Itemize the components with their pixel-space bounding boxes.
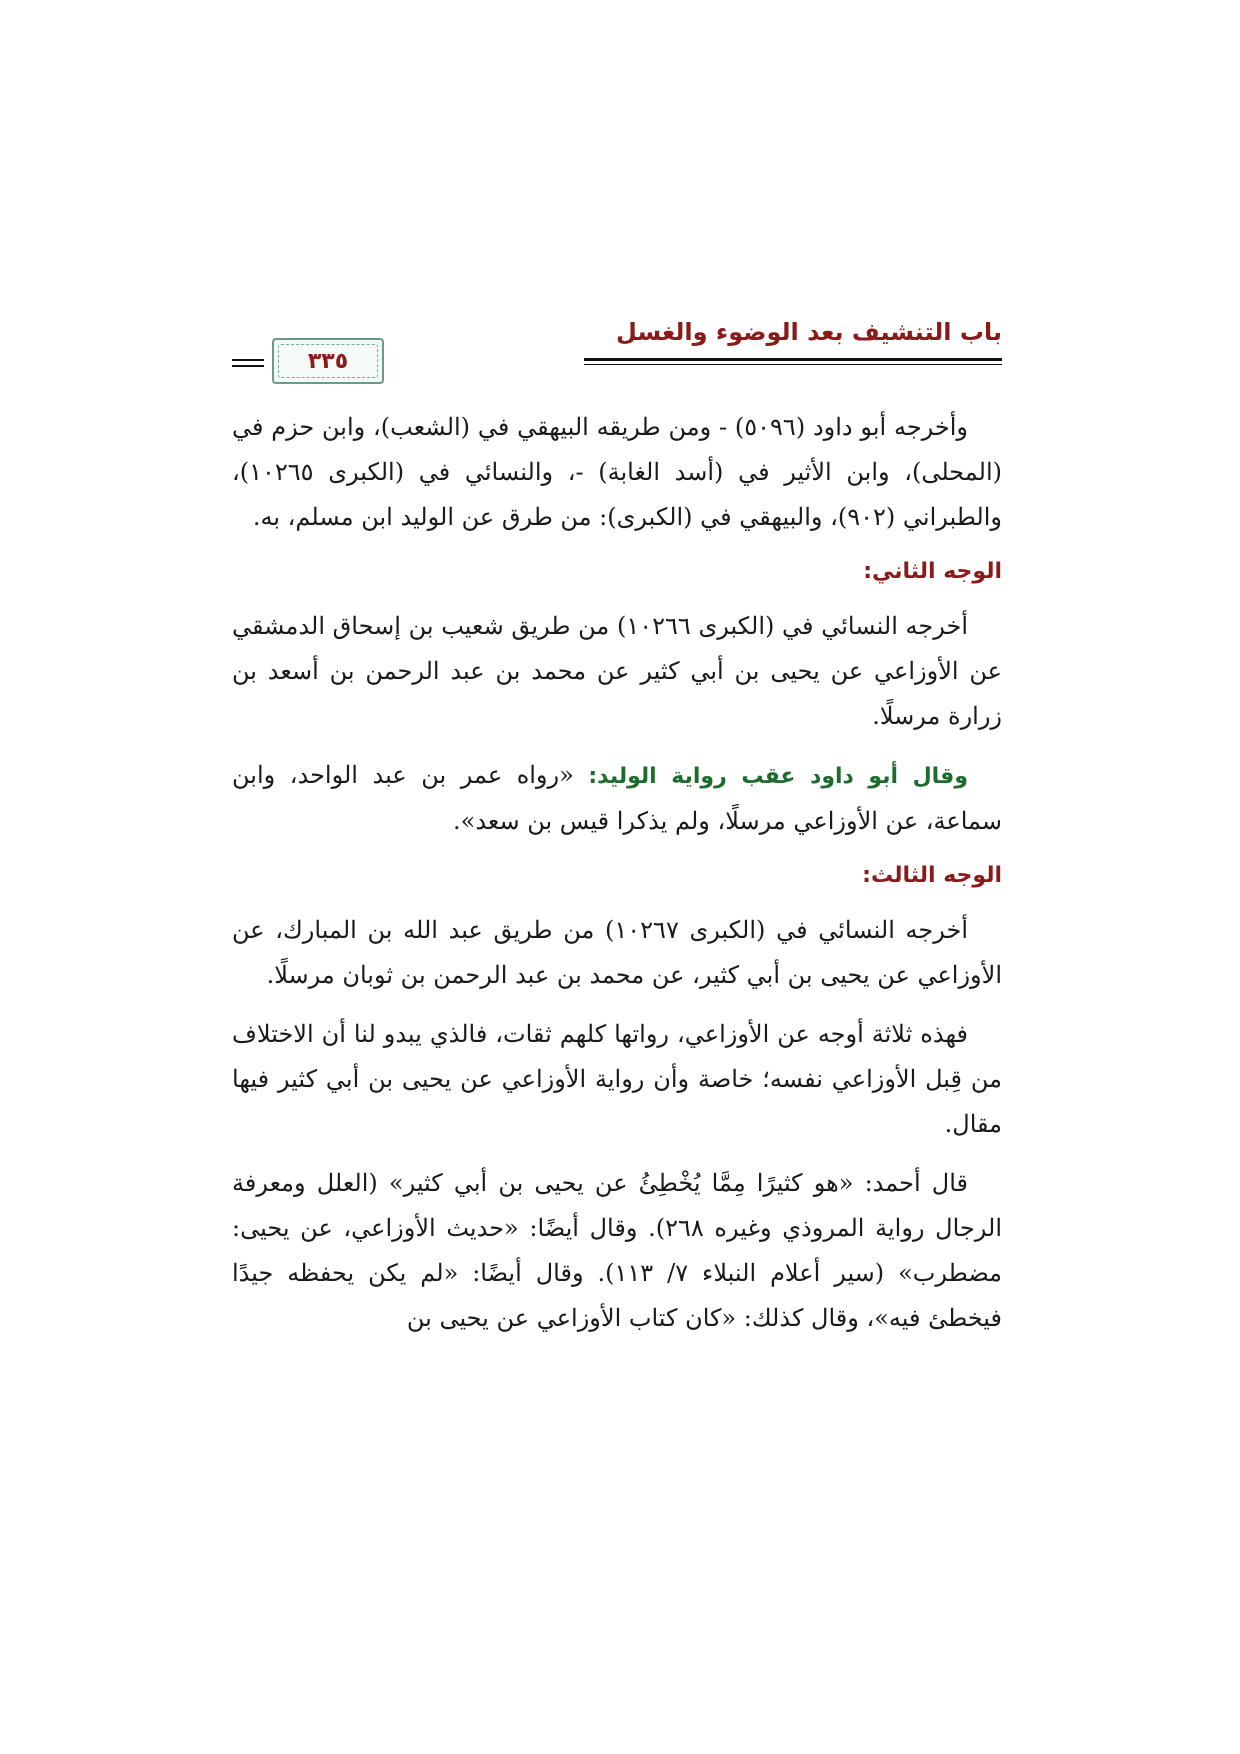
header-rule	[584, 358, 1002, 361]
paragraph-4: أخرجه النسائي في (الكبرى ١٠٢٦٧) من طريق عبد الله بن المبارك، عن الأوزاعي عن يحيى بن أبي كثير، عن محمد بن عبد الرحمن بن ثوبان مرسلًا.	[232, 916, 1002, 989]
paragraph-2: أخرجه النسائي في (الكبرى ١٠٢٦٦) من طريق شعيب بن إسحاق الدمشقي عن الأوزاعي عن يحيى بن أبي كثير عن محمد بن عبد الرحمن بن أسعد بن زرارة مرسلًا.	[232, 612, 1002, 730]
paragraph-3-body: «رواه عمر بن عبد الواحد، وابن سماعة، عن الأوزاعي مرسلًا، ولم يذكرا قيس بن سعد».	[232, 761, 1002, 835]
section-heading-2: الوجه الثاني:	[863, 559, 1002, 584]
chapter-title: باب التنشيف بعد الوضوء والغسل	[616, 318, 1002, 346]
paragraph-6: قال أحمد: «هو كثيرًا مِمَّا يُخْطِئُ عن يحيى بن أبي كثير» (العلل ومعرفة الرجال رواية المروذي وغيره ٢٦٨). وقال أيضًا: «حديث الأوزاعي، عن يحيى: مضطرب» (سير أعلام النبلاء ٧/ ١١٣). وقال أيضًا: «لم يكن يحفظه جيدًا فيخطئ فيه»، وقال كذلك: «كان كتاب الأوزاعي عن يحيى بن	[232, 1169, 1002, 1332]
main-text	[232, 405, 1002, 1355]
page-number: ٣٣٥	[307, 348, 349, 374]
page-header	[232, 300, 1002, 386]
paragraph-1: وأخرجه أبو داود (٥٠٩٦) - ومن طريقه البيهقي في (الشعب)، وابن حزم في (المحلى)، وابن الأثير في (أسد الغابة) -، والنسائي في (الكبرى ١٠٢٦٥)، والطبراني (٩٠٢)، والبيهقي في (الكبرى): من طرق عن الوليد ابن مسلم، به.	[232, 413, 1002, 531]
paragraph-3-lead: وقال أبو داود عقب رواية الوليد:	[588, 764, 969, 789]
header-rule-left-lower	[232, 365, 264, 367]
header-rule-left	[232, 359, 264, 361]
page-number-badge	[272, 338, 384, 384]
paragraph-3	[232, 753, 1002, 844]
section-heading-3: الوجه الثالث:	[862, 863, 1002, 888]
paragraph-5: فهذه ثلاثة أوجه عن الأوزاعي، رواتها كلهم ثقات، فالذي يبدو لنا أن الاختلاف من قِبل الأوزاعي نفسه؛ خاصة وأن رواية الأوزاعي عن يحيى بن أبي كثير فيها مقال.	[232, 1020, 1002, 1138]
header-rule-thin	[584, 364, 1002, 365]
